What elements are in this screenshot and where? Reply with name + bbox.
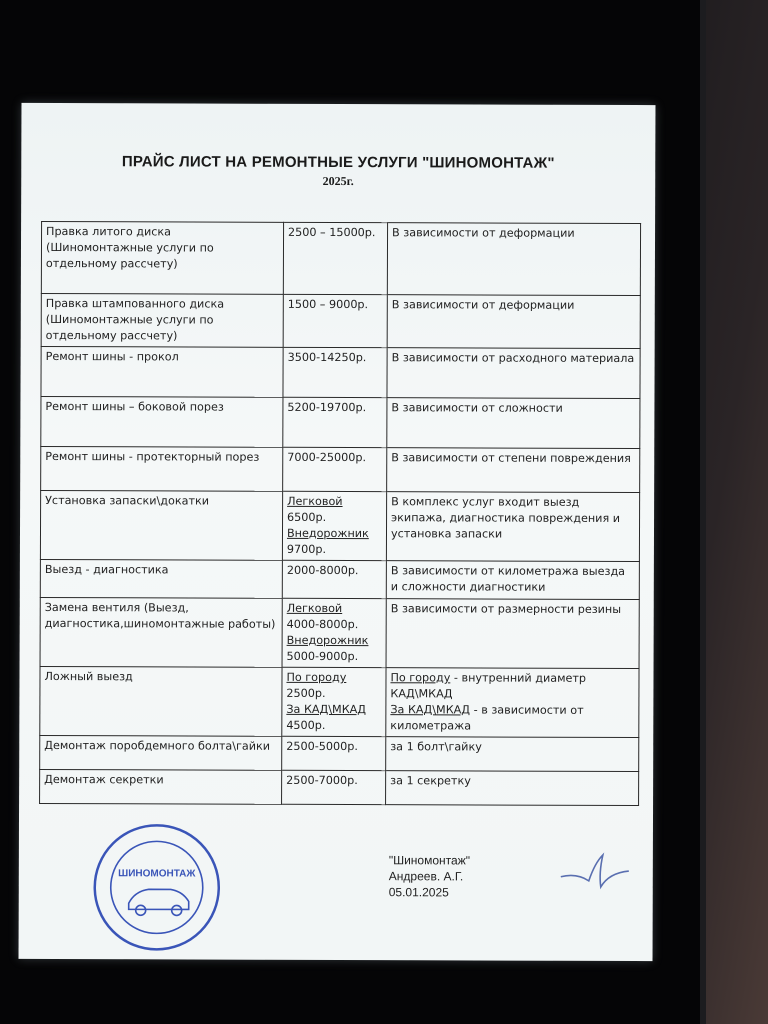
note-cell: В зависимости от расходного материала: [387, 348, 640, 399]
service-cell: Выезд - диагностика: [40, 559, 282, 598]
table-row: [41, 446, 640, 492]
note-label: За КАД\МКАД: [390, 703, 471, 717]
table-row: [40, 559, 639, 599]
table-row: [41, 293, 640, 348]
table-row: [40, 769, 639, 805]
stamp-wheel-icon: [172, 905, 182, 915]
table-row: [40, 597, 639, 668]
price-cell: 7000-25000р.: [283, 447, 387, 491]
signature-company: "Шиномонтаж": [388, 853, 471, 868]
note-label: По городу: [390, 671, 451, 685]
price-cell: [282, 491, 386, 560]
price-label: За КАД\МКАД: [286, 702, 367, 717]
table-row: [40, 666, 639, 737]
service-cell: Ремонт шины - прокол: [41, 346, 283, 397]
stamp-wheel-icon: [136, 905, 146, 915]
stamp-outer-ring: [95, 825, 219, 949]
price-cell: 2500-5000р.: [282, 736, 386, 770]
table-row: [41, 396, 640, 448]
price-cell: 2500-7000р.: [282, 770, 386, 804]
table-row: [41, 221, 640, 295]
price-value: 4500р.: [286, 718, 326, 732]
photographed-document: [19, 103, 656, 961]
service-cell: Демонтаж секретки: [40, 769, 282, 804]
note-cell: за 1 секретку: [386, 771, 639, 806]
price-table: [39, 221, 641, 806]
note-text: - в зависимости от километража: [390, 703, 584, 733]
price-cell: 2500 – 15000р.: [283, 222, 387, 294]
price-cell: 5200-19700р.: [283, 397, 387, 447]
note-cell: В зависимости от сложности: [387, 398, 640, 449]
table-row: [41, 346, 640, 398]
price-label: Внедорожник: [286, 633, 369, 648]
stamp-text: ШИНОМОНТАЖ: [118, 868, 196, 880]
price-cell: [282, 667, 386, 736]
note-cell: В зависимости от километража выезда и сложности диагностики: [386, 561, 639, 600]
price-value: 5000-9000р.: [286, 649, 359, 664]
note-cell: В зависимости от деформации: [387, 223, 640, 296]
note-text: - внутренний диаметр КАД\МКАД: [390, 671, 587, 701]
signature-block: [389, 852, 470, 900]
document-title: ПРАЙС ЛИСТ НА РЕМОНТНЫЕ УСЛУГИ "ШИНОМОНТАЖ": [121, 153, 555, 172]
note-cell: за 1 болт\гайку: [386, 737, 639, 772]
price-cell: 3500-14250р.: [283, 347, 387, 397]
service-cell: Установка запаски\докатки: [40, 490, 282, 560]
service-cell: Ремонт шины - протекторный порез: [41, 446, 283, 491]
stamp-inner-ring: [111, 841, 203, 933]
note-cell: В зависимости от размерности резины: [386, 599, 639, 669]
price-label: По городу: [286, 670, 347, 685]
note-cell: В комплекс услуг входит выезд экипажа, диагностика повреждения и установка запаски: [386, 492, 639, 562]
price-label: Легковой: [287, 494, 343, 509]
service-cell: Ложный выезд: [40, 666, 282, 736]
price-cell: [282, 598, 386, 667]
document-year: 2025г.: [322, 173, 354, 189]
service-cell: Правка штампованного диска (Шиномонтажные услуги по отдельному рассчету): [41, 293, 283, 347]
signature-date: 05.01.2025: [388, 885, 449, 900]
table-row: [40, 735, 639, 771]
price-cell: 2000-8000р.: [282, 560, 386, 598]
signature-name: Андреев. А.Г.: [388, 869, 464, 884]
note-cell: В зависимости от деформации: [387, 295, 640, 349]
signature-stroke: [561, 855, 629, 887]
table-row: [40, 490, 639, 561]
company-stamp: [91, 821, 223, 953]
price-value: 2500р.: [286, 686, 326, 700]
note-cell: В зависимости от степени повреждения: [387, 448, 640, 493]
service-cell: Ремонт шины – боковой порез: [41, 396, 283, 447]
note-cell: [386, 668, 639, 738]
price-value: 6500р.: [287, 510, 327, 524]
handwritten-signature: [555, 843, 635, 903]
price-value: 9700р.: [286, 542, 327, 556]
service-cell: Демонтаж поробдемного болта\гайки: [40, 735, 282, 770]
price-label: Внедорожник: [286, 526, 369, 541]
price-label: Легковой: [286, 601, 343, 616]
service-cell: Замена вентиля (Выезд, диагностика,шиномонтажные работы): [40, 597, 282, 667]
service-cell: Правка литого диска (Шиномонтажные услуги по отдельному рассчету): [41, 221, 283, 294]
price-value: 4000-8000р.: [286, 617, 359, 632]
price-cell: 1500 – 9000р.: [283, 294, 387, 347]
